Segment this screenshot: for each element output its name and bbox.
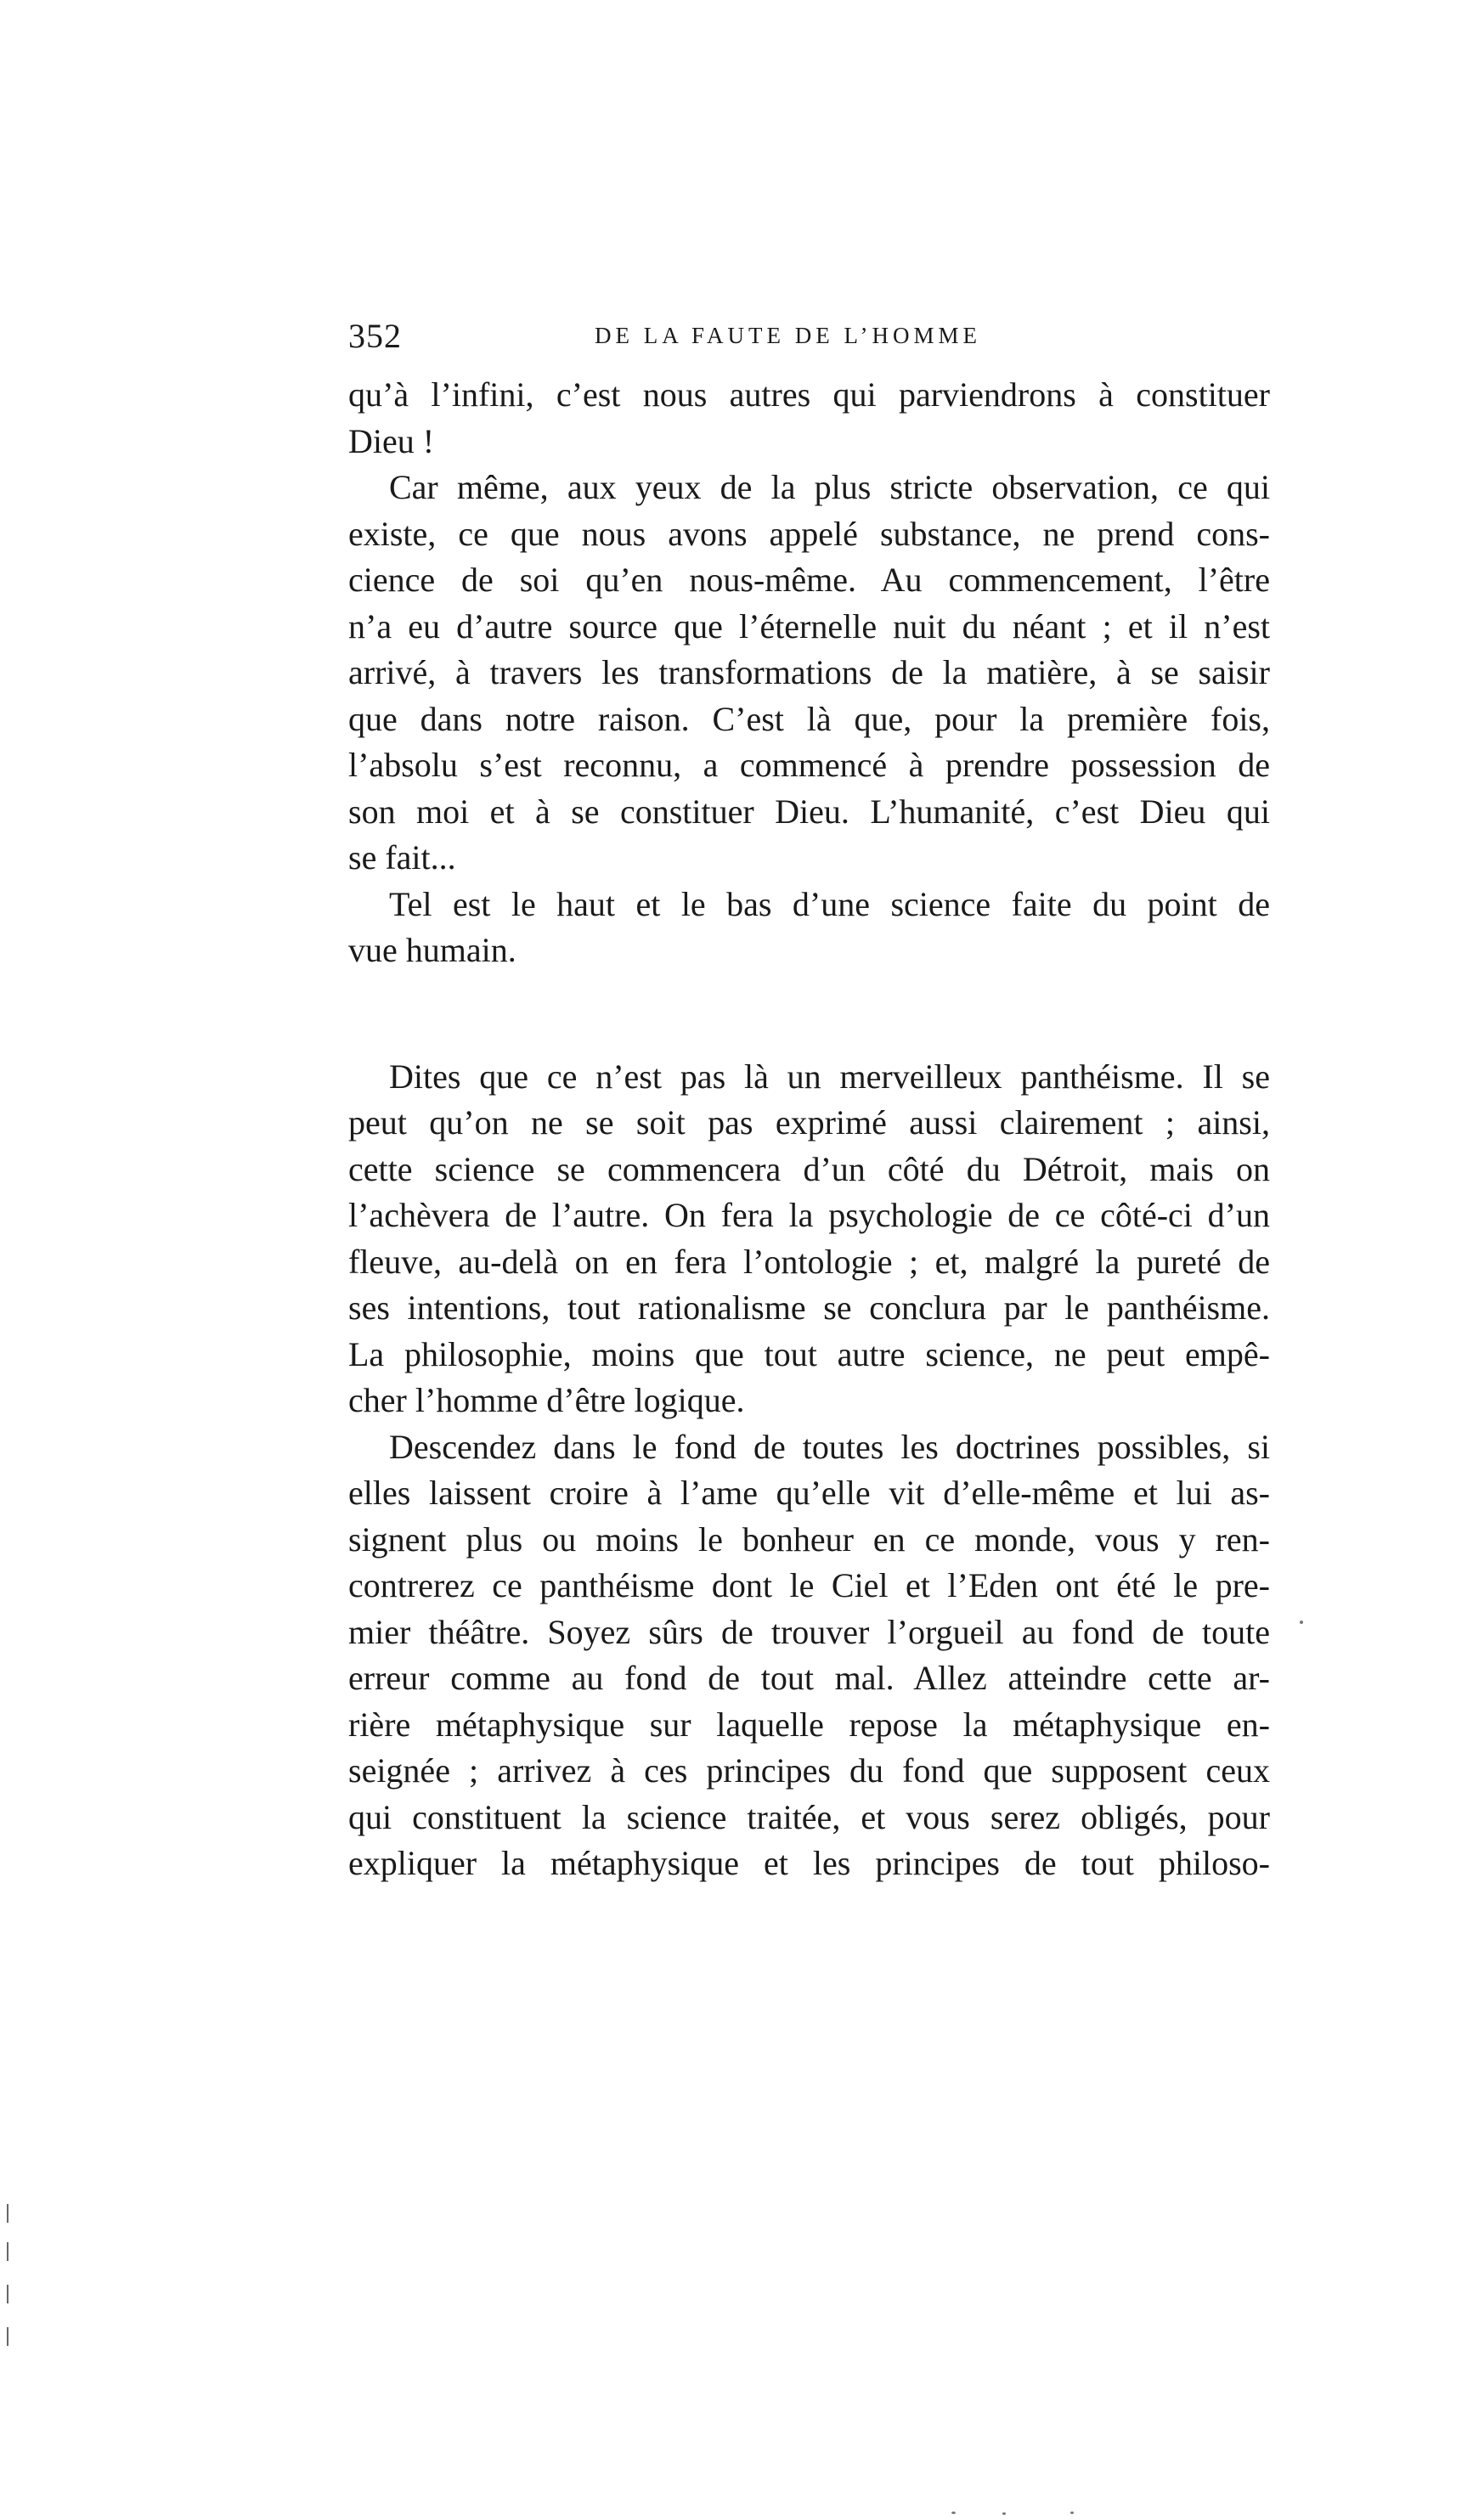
scan-mark — [7, 2285, 8, 2303]
text-line: erreur comme au fond de tout mal. Allez atteindre cette ar- — [348, 1659, 1270, 1697]
text-line: son moi et à se constituer Dieu. L’humanité, c’est Dieu qui — [348, 792, 1270, 831]
text-line: elles laissent croire à l’ame qu’elle vit d’elle-même et lui as- — [348, 1474, 1270, 1512]
text-line: qu’à l’infini, c’est nous autres qui parviendrons à constituer — [348, 375, 1270, 414]
paragraph-3 — [348, 882, 1270, 974]
scan-mark — [7, 2242, 8, 2261]
text-line: n’a eu d’autre source que l’éternelle nuit du néant ; et il n’est — [348, 606, 1270, 646]
page-header — [348, 316, 1266, 367]
text-line: Descendez dans le fond de toutes les doctrines possibles, si — [389, 1427, 1270, 1466]
text-line: Dieu ! — [348, 421, 435, 460]
text-line: cette science se commencera d’un côté du Détroit, mais on — [348, 1149, 1270, 1188]
paragraph-2 — [348, 465, 1270, 882]
text-line: l’absolu s’est reconnu, a commencé à prendre possession de — [348, 746, 1270, 784]
scan-speck — [1300, 1621, 1303, 1624]
text-line: expliquer la métaphysique et les principes de tout philoso- — [348, 1844, 1270, 1882]
paragraph-5 — [348, 1424, 1270, 1887]
scan-speck — [951, 2512, 956, 2514]
text-line: La philosophie, moins que tout autre science, ne peut empê- — [348, 1334, 1270, 1373]
section-break — [348, 974, 1270, 1054]
text-line: rière métaphysique sur laquelle repose la métaphysique en- — [348, 1705, 1270, 1744]
text-line: existe, ce que nous avons appelé substance, ne prend cons- — [348, 514, 1270, 553]
text-line: peut qu’on ne se soit pas exprimé aussi clairement ; ainsi, — [348, 1103, 1270, 1142]
text-line: signent plus ou moins le bonheur en ce monde, vous y ren- — [348, 1519, 1270, 1559]
paragraph-4 — [348, 1054, 1270, 1424]
scan-mark — [7, 2327, 8, 2346]
text-line: que dans notre raison. C’est là que, pour la première fois, — [348, 699, 1270, 738]
text-line: cher l’homme d’être logique. — [348, 1381, 745, 1419]
text-line: seignée ; arrivez à ces principes du fond que supposent ceux — [348, 1751, 1270, 1790]
running-head: DE LA FAUTE DE L’HOMME — [595, 323, 981, 348]
body-text — [348, 372, 1270, 1887]
text-line: mier théâtre. Soyez sûrs de trouver l’orgueil au fond de toute — [348, 1612, 1270, 1651]
text-line: Tel est le haut et le bas d’une science faite du point de — [389, 884, 1270, 923]
text-line: Dites que ce n’est pas là un merveilleux panthéisme. Il se — [389, 1057, 1270, 1096]
scan-speck — [1002, 2512, 1006, 2515]
text-line: vue humain. — [348, 931, 516, 969]
text-line: se fait... — [348, 838, 456, 877]
text-line: contrerez ce panthéisme dont le Ciel et l’Eden ont été le pre- — [348, 1566, 1270, 1604]
scan-mark — [7, 2204, 8, 2223]
text-line: qui constituent la science traitée, et vous serez obligés, pour — [348, 1797, 1270, 1836]
page-number: 352 — [348, 317, 402, 355]
text-line: cience de soi qu’en nous-même. Au commencement, l’être — [348, 561, 1270, 599]
text-line: arrivé, à travers les transformations de la matière, à se saisir — [348, 653, 1270, 691]
text-line: fleuve, au-delà on en fera l’ontologie ; et, malgré la pureté de — [348, 1242, 1270, 1281]
scan-speck — [1070, 2512, 1074, 2514]
text-line: l’achèvera de l’autre. On fera la psychologie de ce côté-ci d’un — [348, 1196, 1270, 1234]
paragraph-1 — [348, 372, 1270, 465]
text-line: Car même, aux yeux de la plus stricte observation, ce qui — [389, 468, 1270, 506]
text-line: ses intentions, tout rationalisme se conclura par le panthéisme. — [348, 1288, 1270, 1327]
